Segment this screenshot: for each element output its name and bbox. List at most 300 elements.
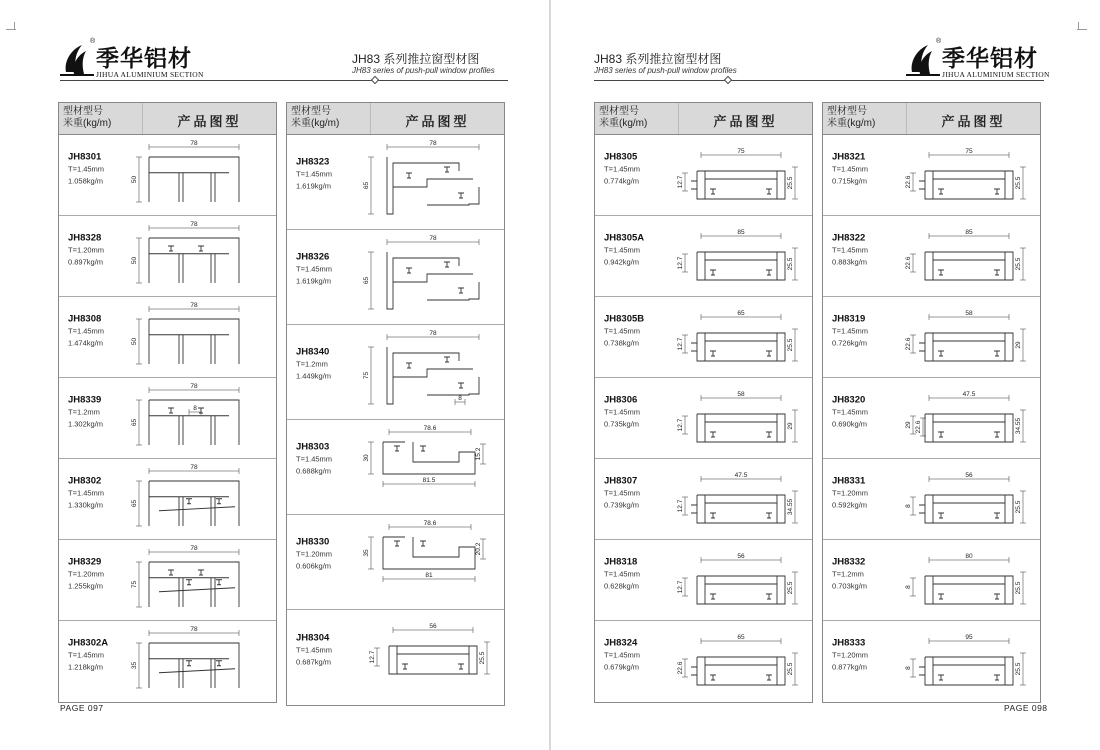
dimension-label: 12.7 — [677, 418, 684, 432]
table-row — [823, 459, 1040, 540]
profile-outline — [994, 675, 1000, 680]
profile-code: JH8330 — [296, 536, 330, 548]
profile-outline — [919, 181, 925, 189]
profile-outline — [938, 513, 944, 518]
crop-mark — [1077, 29, 1087, 30]
table-row — [595, 216, 812, 297]
profile-info — [68, 393, 138, 430]
weight-per-meter: 0.897kg/m — [68, 257, 104, 267]
dimension-label: 25.5 — [787, 662, 794, 676]
dimension-label: 75 — [131, 580, 138, 589]
dimension-label: 22.6 — [905, 256, 912, 270]
profile-info — [68, 231, 138, 268]
profile-drawing — [357, 612, 505, 703]
profile-code: JH8302A — [68, 637, 109, 649]
dimension-label: 34.55 — [1015, 417, 1022, 435]
profile-outline — [186, 580, 192, 585]
profile-outline — [394, 541, 400, 546]
profile-code: JH8332 — [832, 556, 866, 568]
dimension-label: 8 — [905, 504, 912, 508]
profile-info — [604, 312, 674, 349]
profile-outline — [705, 414, 777, 442]
wall-thickness: T=1.20mm — [68, 569, 105, 579]
brand-logo — [60, 38, 220, 86]
table-row — [287, 135, 504, 230]
profile-outline — [691, 181, 697, 189]
profile-outline — [179, 416, 183, 445]
dimension-label: 78 — [190, 221, 198, 228]
profile-info — [68, 637, 138, 674]
profile-outline — [938, 594, 944, 599]
dimension-label: 78 — [429, 140, 437, 147]
profile-code: JH8305A — [604, 232, 645, 244]
dimension-label: 75 — [363, 371, 370, 380]
weight-per-meter: 0.690kg/m — [832, 419, 868, 429]
table-row — [59, 135, 276, 216]
dimension-label: 85 — [737, 229, 745, 236]
dimension-label: 20.2 — [475, 542, 482, 556]
header-rule-dot — [724, 76, 732, 84]
table-row — [823, 216, 1040, 297]
table-row — [595, 135, 812, 216]
profile-outline — [211, 335, 215, 364]
profile-outline — [766, 513, 772, 518]
profile-outline — [691, 505, 697, 513]
profile-info — [68, 312, 138, 349]
profile-info — [296, 346, 366, 383]
wall-thickness: T=1.45mm — [604, 488, 641, 498]
profile-outline — [168, 408, 174, 413]
profile-outline — [179, 578, 183, 607]
table-row — [823, 621, 1040, 702]
series-title — [352, 52, 495, 76]
weight-per-meter: 1.474kg/m — [68, 338, 104, 348]
profile-outline — [211, 416, 215, 445]
profile-outline — [697, 414, 785, 442]
dimension-label: 78 — [190, 302, 198, 309]
profile-info — [604, 150, 674, 187]
dimension-label: 65 — [363, 181, 370, 190]
dimension-label: 78 — [429, 330, 437, 337]
wall-thickness: T=1.45mm — [68, 488, 105, 498]
profile-outline — [691, 343, 697, 351]
profile-outline — [444, 167, 450, 172]
profile-info — [832, 150, 902, 187]
table-row — [287, 420, 504, 515]
profile-outline — [149, 157, 239, 202]
table-header-drawing: 产品图型 — [713, 115, 778, 130]
profile-outline — [938, 270, 944, 275]
wall-thickness: T=1.45mm — [296, 264, 333, 274]
wall-thickness: T=1.45mm — [832, 407, 869, 417]
profile-outline — [198, 570, 204, 575]
profile-outline — [697, 576, 785, 604]
wall-thickness: T=1.45mm — [296, 454, 333, 464]
profile-info — [68, 474, 138, 511]
profile-code: JH8333 — [832, 637, 866, 649]
profile-outline — [211, 173, 215, 202]
dimension-label: 8 — [193, 405, 197, 412]
profile-outline — [925, 171, 1013, 199]
table-header-drawing: 产品图型 — [177, 115, 242, 130]
dimension-label: 56 — [965, 472, 973, 479]
profile-outline — [925, 333, 1013, 361]
profile-outline — [216, 661, 222, 666]
profile-outline — [705, 495, 777, 523]
weight-per-meter: 1.218kg/m — [68, 662, 104, 672]
profile-outline — [697, 657, 785, 685]
dimension-label: 22.6 — [905, 337, 912, 351]
profile-outline — [159, 588, 235, 592]
dimension-label: 65 — [737, 634, 745, 641]
profile-outline — [710, 189, 716, 194]
profile-table — [286, 102, 505, 706]
profile-outline — [427, 282, 479, 300]
profile-outline — [393, 274, 473, 282]
profile-drawing — [357, 517, 505, 608]
profile-info — [832, 555, 902, 592]
dimension-label: 78 — [190, 464, 198, 471]
profile-drawing — [893, 299, 1041, 376]
dimension-label: 35 — [363, 549, 370, 557]
profile-outline — [458, 664, 464, 669]
dimension-label: 29 — [1015, 341, 1022, 349]
profile-outline — [458, 193, 464, 198]
wall-thickness: T=1.45mm — [832, 245, 869, 255]
profile-outline — [179, 335, 183, 364]
profile-outline — [994, 351, 1000, 356]
dimension-label: 22.6 — [915, 420, 922, 434]
dimension-label: 25.5 — [1015, 662, 1022, 676]
profile-outline — [705, 252, 777, 280]
profile-outline — [710, 432, 716, 437]
profile-code: JH8320 — [832, 394, 866, 406]
profile-info — [832, 312, 902, 349]
weight-per-meter: 0.628kg/m — [604, 581, 640, 591]
profile-drawing — [357, 137, 505, 228]
profile-outline — [925, 414, 1013, 442]
table-row — [595, 621, 812, 702]
profile-outline — [168, 570, 174, 575]
weight-per-meter: 1.255kg/m — [68, 581, 104, 591]
profile-outline — [179, 659, 183, 688]
profile-outline — [766, 594, 772, 599]
profile-info — [832, 637, 902, 674]
profile-info — [296, 441, 366, 478]
profile-outline — [766, 351, 772, 356]
profile-outline — [420, 446, 426, 451]
profile-code: JH8340 — [296, 346, 330, 358]
table-header: 型材型号 米重(kg/m) 产品图型 — [595, 103, 812, 135]
dimension-label: 25.5 — [479, 651, 486, 665]
table-row — [59, 378, 276, 459]
profile-drawing — [893, 137, 1041, 214]
wall-thickness: T=1.45mm — [604, 650, 641, 660]
dimension-label: 12.7 — [677, 499, 684, 513]
profile-outline — [159, 669, 235, 673]
profile-outline — [149, 238, 239, 283]
table-row — [59, 540, 276, 621]
profile-outline — [397, 646, 469, 674]
profile-table — [822, 102, 1041, 703]
profile-outline — [186, 499, 192, 504]
profile-drawing — [893, 380, 1041, 457]
profile-outline — [933, 576, 1005, 604]
dimension-label: 78.6 — [423, 425, 437, 432]
weight-per-meter: 0.735kg/m — [604, 419, 640, 429]
profile-outline — [389, 646, 477, 674]
profile-code: JH8322 — [832, 232, 866, 244]
profile-outline — [933, 333, 1005, 361]
profile-code: JH8302 — [68, 475, 102, 487]
profile-outline — [211, 578, 215, 607]
profile-outline — [925, 657, 1013, 685]
weight-per-meter: 0.739kg/m — [604, 500, 640, 510]
profile-info — [296, 631, 366, 668]
brand-name: 季华铝材 — [942, 46, 1038, 72]
wall-thickness: T=1.2mm — [68, 407, 100, 417]
profile-outline — [705, 657, 777, 685]
profile-code: JH8303 — [296, 441, 330, 453]
table-row — [823, 135, 1040, 216]
table-header: 型材型号 米重(kg/m) 产品图型 — [287, 103, 504, 135]
dimension-label: 12.7 — [677, 337, 684, 351]
profile-code: JH8305 — [604, 151, 638, 163]
profile-code: JH8304 — [296, 632, 330, 644]
profile-info — [296, 156, 366, 193]
profile-outline — [710, 351, 716, 356]
dimension-label: 22.6 — [677, 661, 684, 675]
profile-code: JH8321 — [832, 151, 866, 163]
profile-outline — [705, 333, 777, 361]
dimension-label: 34.55 — [787, 498, 794, 516]
profile-drawing — [893, 542, 1041, 619]
weight-per-meter: 0.942kg/m — [604, 257, 640, 267]
profile-outline — [159, 507, 235, 511]
wall-thickness: T=1.20mm — [832, 488, 869, 498]
profile-outline — [933, 414, 1005, 442]
dimension-label: 50 — [131, 337, 138, 346]
profile-outline — [938, 675, 944, 680]
weight-per-meter: 0.877kg/m — [832, 662, 868, 672]
profile-outline — [406, 268, 412, 273]
profile-code: JH8331 — [832, 475, 866, 487]
profile-drawing — [665, 461, 813, 538]
profile-drawing — [129, 137, 277, 214]
profile-outline — [186, 661, 192, 666]
profile-drawing — [129, 299, 277, 376]
profile-outline — [444, 262, 450, 267]
profile-code: JH8326 — [296, 251, 330, 263]
weight-per-meter: 0.715kg/m — [832, 176, 868, 186]
profile-table — [594, 102, 813, 703]
dimension-label: 78.6 — [423, 520, 437, 527]
profile-outline — [402, 664, 408, 669]
registered-mark: ® — [936, 38, 942, 45]
profile-drawing — [665, 218, 813, 295]
profile-outline — [705, 171, 777, 199]
profile-outline — [919, 667, 925, 675]
profile-outline — [994, 189, 1000, 194]
profile-outline — [697, 252, 785, 280]
dimension-label: 8 — [905, 666, 912, 670]
weight-per-meter: 1.619kg/m — [296, 181, 332, 191]
profile-outline — [394, 446, 400, 451]
profile-info — [604, 231, 674, 268]
table-row — [595, 540, 812, 621]
wall-thickness: T=1.20mm — [296, 549, 333, 559]
wall-thickness: T=1.45mm — [604, 326, 641, 336]
profile-outline — [420, 541, 426, 546]
profile-outline — [766, 189, 772, 194]
jihua-logo-icon — [60, 42, 94, 78]
profile-outline — [406, 173, 412, 178]
table-row — [595, 297, 812, 378]
profile-outline — [994, 513, 1000, 518]
table-header-drawing: 产品图型 — [405, 115, 470, 130]
wall-thickness: T=1.45mm — [604, 569, 641, 579]
dimension-label: 85 — [965, 229, 973, 236]
wall-thickness: T=1.45mm — [68, 164, 105, 174]
profile-outline — [216, 499, 222, 504]
dimension-label: 29 — [787, 422, 794, 430]
dimension-label: 12.7 — [369, 650, 376, 664]
table-row — [823, 378, 1040, 459]
wall-thickness: T=1.45mm — [604, 164, 641, 174]
wall-thickness: T=1.20mm — [832, 650, 869, 660]
profile-outline — [938, 351, 944, 356]
dimension-label: 22.6 — [905, 175, 912, 189]
dimension-label: 25.5 — [1015, 176, 1022, 190]
profile-outline — [179, 497, 183, 526]
weight-per-meter: 0.606kg/m — [296, 561, 332, 571]
profile-outline — [149, 319, 239, 364]
profile-outline — [766, 675, 772, 680]
profile-info — [68, 555, 138, 592]
profile-code: JH8318 — [604, 556, 638, 568]
dimension-label: 75 — [737, 148, 745, 155]
dimension-label: 25.5 — [787, 338, 794, 352]
profile-drawing — [129, 623, 277, 700]
profile-drawing — [665, 380, 813, 457]
weight-per-meter: 0.687kg/m — [296, 657, 332, 667]
weight-per-meter: 0.679kg/m — [604, 662, 640, 672]
header-rule-dot — [371, 76, 379, 84]
table-row — [59, 297, 276, 378]
weight-per-meter: 0.738kg/m — [604, 338, 640, 348]
profile-outline — [697, 495, 785, 523]
wall-thickness: T=1.45mm — [604, 407, 641, 417]
profile-outline — [216, 580, 222, 585]
profile-outline — [427, 377, 479, 395]
profile-drawing — [129, 461, 277, 538]
page-number: PAGE 098 — [1004, 703, 1048, 713]
dimension-label: 65 — [737, 310, 745, 317]
weight-per-meter: 1.619kg/m — [296, 276, 332, 286]
dimension-label: 78 — [429, 235, 437, 242]
profile-code: JH8306 — [604, 394, 638, 406]
table-header-drawing: 产品图型 — [941, 115, 1006, 130]
dimension-label: 25.5 — [1015, 257, 1022, 271]
profile-drawing — [357, 232, 505, 323]
registered-mark: ® — [90, 38, 96, 45]
dimension-label: 25.5 — [787, 581, 794, 595]
profile-outline — [697, 171, 785, 199]
profile-drawing — [129, 218, 277, 295]
dimension-label: 47.5 — [734, 472, 748, 479]
profile-drawing — [129, 542, 277, 619]
profile-outline — [925, 576, 1013, 604]
profile-outline — [705, 576, 777, 604]
dimension-label: 50 — [131, 175, 138, 184]
weight-per-meter: 0.703kg/m — [832, 581, 868, 591]
profile-outline — [393, 369, 473, 377]
profile-drawing — [893, 461, 1041, 538]
dimension-label: 29 — [905, 421, 912, 429]
table-row — [595, 459, 812, 540]
profile-code: JH8307 — [604, 475, 638, 487]
profile-outline — [697, 333, 785, 361]
profile-outline — [458, 383, 464, 388]
profile-outline — [933, 657, 1005, 685]
profile-drawing — [665, 623, 813, 700]
dimension-label: 78 — [190, 545, 198, 552]
dimension-label: 65 — [131, 499, 138, 508]
dimension-label: 56 — [429, 623, 437, 630]
profile-outline — [168, 246, 174, 251]
profile-code: JH8323 — [296, 156, 330, 168]
profile-code: JH8308 — [68, 313, 102, 325]
dimension-label: 25.5 — [787, 257, 794, 271]
profile-info — [604, 474, 674, 511]
profile-outline — [994, 432, 1000, 437]
table-row — [287, 610, 504, 705]
wall-thickness: T=1.2mm — [296, 359, 328, 369]
dimension-label: 25.5 — [1015, 500, 1022, 514]
wall-thickness: T=1.45mm — [296, 169, 333, 179]
profile-code: JH8324 — [604, 637, 638, 649]
profile-outline — [710, 675, 716, 680]
page-right — [550, 0, 1100, 750]
profile-info — [832, 231, 902, 268]
profile-code: JH8339 — [68, 394, 102, 406]
table-row — [823, 297, 1040, 378]
dimension-label: 12.7 — [677, 175, 684, 189]
profile-drawing — [665, 137, 813, 214]
wall-thickness: T=1.45mm — [832, 164, 869, 174]
table-row — [287, 325, 504, 420]
dimension-label: 65 — [363, 276, 370, 285]
series-title-cn: JH83 系列推拉窗型材图 — [352, 52, 480, 66]
dimension-label: 12.7 — [677, 256, 684, 270]
dimension-label: 25.5 — [787, 176, 794, 190]
dimension-label: 8 — [905, 585, 912, 589]
dimension-label: 78 — [190, 140, 198, 147]
wall-thickness: T=1.45mm — [832, 326, 869, 336]
dimension-label: 15.2 — [475, 447, 482, 461]
dimension-label: 80 — [965, 553, 973, 560]
profile-code: JH8328 — [68, 232, 102, 244]
table-row — [59, 459, 276, 540]
profile-outline — [149, 643, 239, 688]
profile-outline — [427, 187, 479, 205]
profile-outline — [933, 252, 1005, 280]
profile-outline — [691, 667, 697, 675]
dimension-label: 75 — [965, 148, 973, 155]
profile-outline — [211, 659, 215, 688]
profile-info — [296, 536, 366, 573]
profile-drawing — [357, 422, 505, 513]
